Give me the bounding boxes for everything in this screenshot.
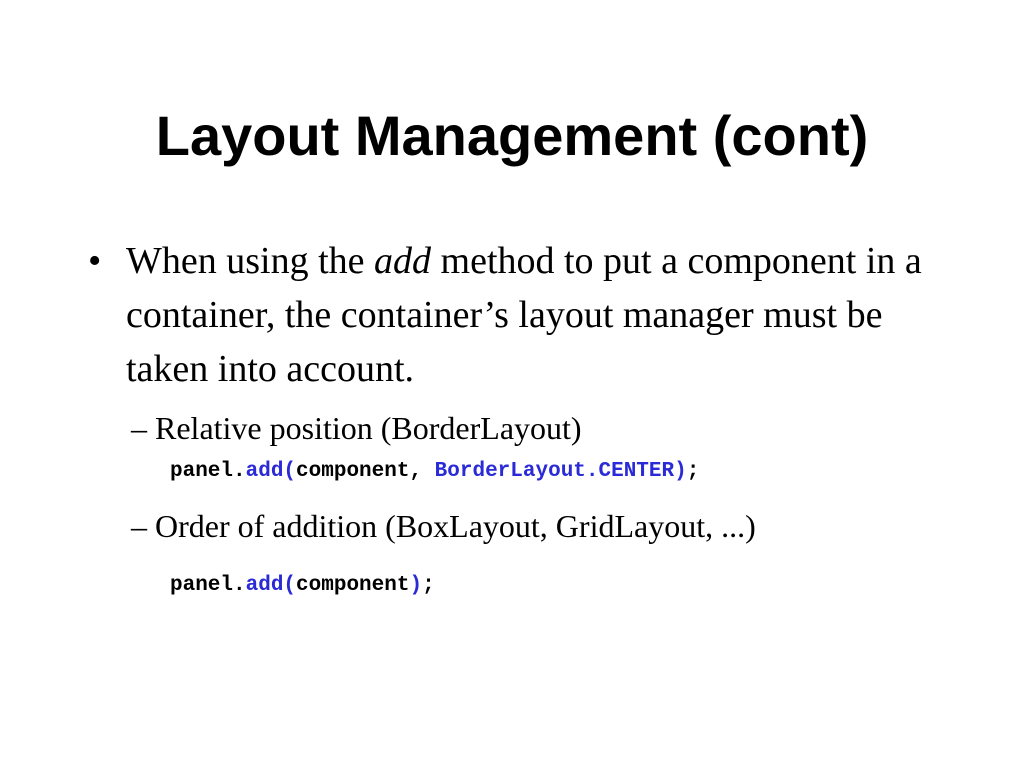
code-token: component [296, 574, 410, 597]
bullet-text-before: When using the [126, 240, 375, 282]
bullet-marker: • [88, 240, 102, 282]
code-token: ; [422, 574, 435, 597]
code-token-keyword: add( [245, 574, 297, 597]
code-token-keyword: add( [245, 460, 297, 483]
code-token: panel. [170, 574, 246, 597]
bullet-text-after: method to put a component in a container, the container’s layout manager must be taken into account. [126, 240, 922, 390]
bullet-text [126, 234, 968, 396]
code-token: ; [686, 460, 700, 483]
slide-title: Layout Management (cont) [155, 104, 869, 167]
code-token-keyword: ) [409, 574, 423, 597]
code-token: panel. [170, 460, 246, 483]
bullet-text-italic: add [374, 240, 432, 282]
sub-item-order-of-addition: – Order of addition (BoxLayout, GridLayout, ...) [131, 508, 756, 544]
bullet-item [88, 234, 968, 396]
code-token-keyword: BorderLayout.CENTER) [434, 460, 687, 483]
sub-item-relative-position: – Relative position (BorderLayout) [131, 410, 582, 446]
code-line-add-component [170, 572, 435, 600]
code-token: component, [296, 460, 435, 483]
code-line-borderlayout [170, 458, 699, 486]
